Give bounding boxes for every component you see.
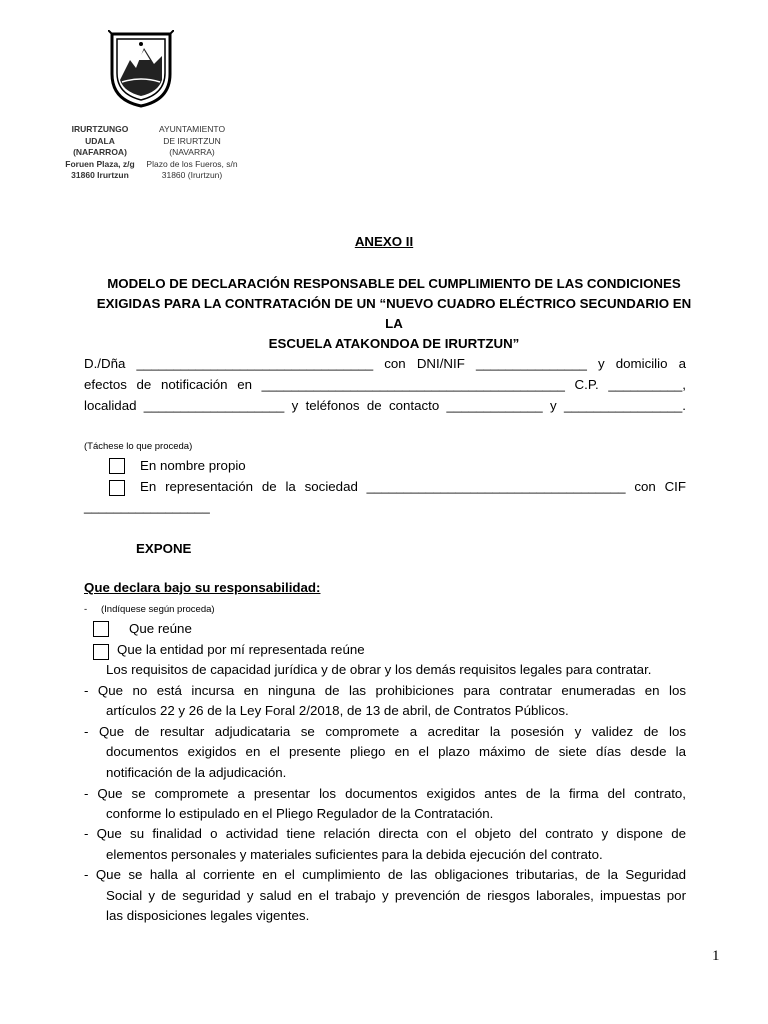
declaration-first-line: - Que se compromete a presentar los documentos exigidos antes de la firma del contrato, (84, 786, 686, 801)
address-line: IRURTZUNGO (71, 124, 129, 134)
address-line: 31860 Irurtzun (71, 170, 129, 180)
address-line: (NAVARRA) (169, 147, 215, 157)
entity-meets-label: Que la entidad por mí representada reúne (117, 642, 365, 657)
indicate-note: (Indíquese según proceda) (101, 604, 215, 615)
meets-checkbox[interactable] (93, 621, 109, 637)
address-line: DE IRURTZUN (163, 135, 221, 146)
form-line-address[interactable]: efectos de notificación en _________________________________________ C.P. __________, (84, 377, 686, 392)
title-line: EXIGIDAS PARA LA CONTRATACIÓN DE UN “NUEVO CUADRO ELÉCTRICO SECUNDARIO EN LA (96, 296, 692, 331)
meets-label: Que reúne (129, 621, 192, 636)
declaration-line: conforme lo estipulado en el Pliego Regulador de la Contratación. (106, 806, 494, 821)
expone-heading: EXPONE (136, 541, 192, 556)
tick-note: (Táchese lo que proceda) (84, 441, 193, 452)
declaration-first-line: - Que no está incursa en ninguna de las prohibiciones para contratar enumeradas en los (84, 683, 686, 698)
address-line: 31860 (Irurtzun) (161, 170, 223, 180)
declaration-line: artículos 22 y 26 de la Ley Foral 2/2018, de 13 de abril, de Contratos Públicos. (106, 703, 569, 718)
own-name-label: En nombre propio (140, 458, 246, 473)
declaration-line: las disposiciones legales vigentes. (106, 908, 310, 923)
declaration-first-line: - Que su finalidad o actividad tiene relación directa con el objeto del contrato y dispone de (84, 826, 686, 841)
own-name-checkbox[interactable] (109, 458, 125, 474)
annex-heading: ANEXO II (354, 234, 414, 249)
entity-meets-checkbox[interactable] (93, 644, 109, 660)
address-line: Plazo de los Fueros, s/n (146, 158, 238, 169)
declaration-line: notificación de la adjudicación. (106, 765, 287, 780)
form-line-locality[interactable]: localidad ___________________ y teléfonos de contacto _____________ y ________________. (84, 398, 686, 413)
document-title (96, 274, 692, 354)
title-line: ESCUELA ATAKONDOA DE IRURTZUN” (268, 336, 520, 351)
declaration-line: documentos exigidos en el presente pliego en el plazo máximo de siete días desde la (106, 744, 686, 759)
address-line: UDALA (85, 135, 115, 146)
declaration-first-line: - Que de resultar adjudicataria se compromete a acreditar la posesión y validez de los (84, 724, 686, 739)
declaration-line: elementos personales y materiales suficientes para la debida ejecución del contrato. (106, 847, 603, 862)
company-checkbox[interactable] (109, 480, 125, 496)
title-line: MODELO DE DECLARACIÓN RESPONSABLE DEL CUMPLIMIENTO DE LAS CONDICIONES (107, 276, 681, 291)
declaration-line: Social y de seguridad y salud en el trabajo y prevención de riesgos laborales, impuestas por (106, 888, 686, 903)
address-line: AYUNTAMIENTO (158, 124, 226, 134)
declaration-first-line: - Que se halla al corriente en el cumplimiento de las obligaciones tributarias, de la Seguridad (84, 867, 686, 882)
address-line: (NAFARROA) (73, 147, 127, 157)
company-label: En representación de la sociedad ___________________________________ con CIF (140, 479, 686, 494)
coat-of-arms-icon (108, 30, 174, 108)
form-line-name[interactable]: D./Dña ________________________________ con DNI/NIF _______________ y domicilio a (84, 356, 686, 371)
address-spanish (142, 124, 242, 182)
address-line: Foruen Plaza, z/g (65, 158, 135, 169)
page-number: 1 (712, 948, 720, 964)
address-basque (58, 124, 142, 182)
cif-blank[interactable]: _________________ (84, 499, 210, 514)
declares-heading: Que declara bajo su responsabilidad: (84, 580, 321, 595)
requirements-line: Los requisitos de capacidad jurídica y de obrar y los demás requisitos legales para contratar. (106, 662, 652, 677)
indicate-dash: - (84, 604, 88, 615)
